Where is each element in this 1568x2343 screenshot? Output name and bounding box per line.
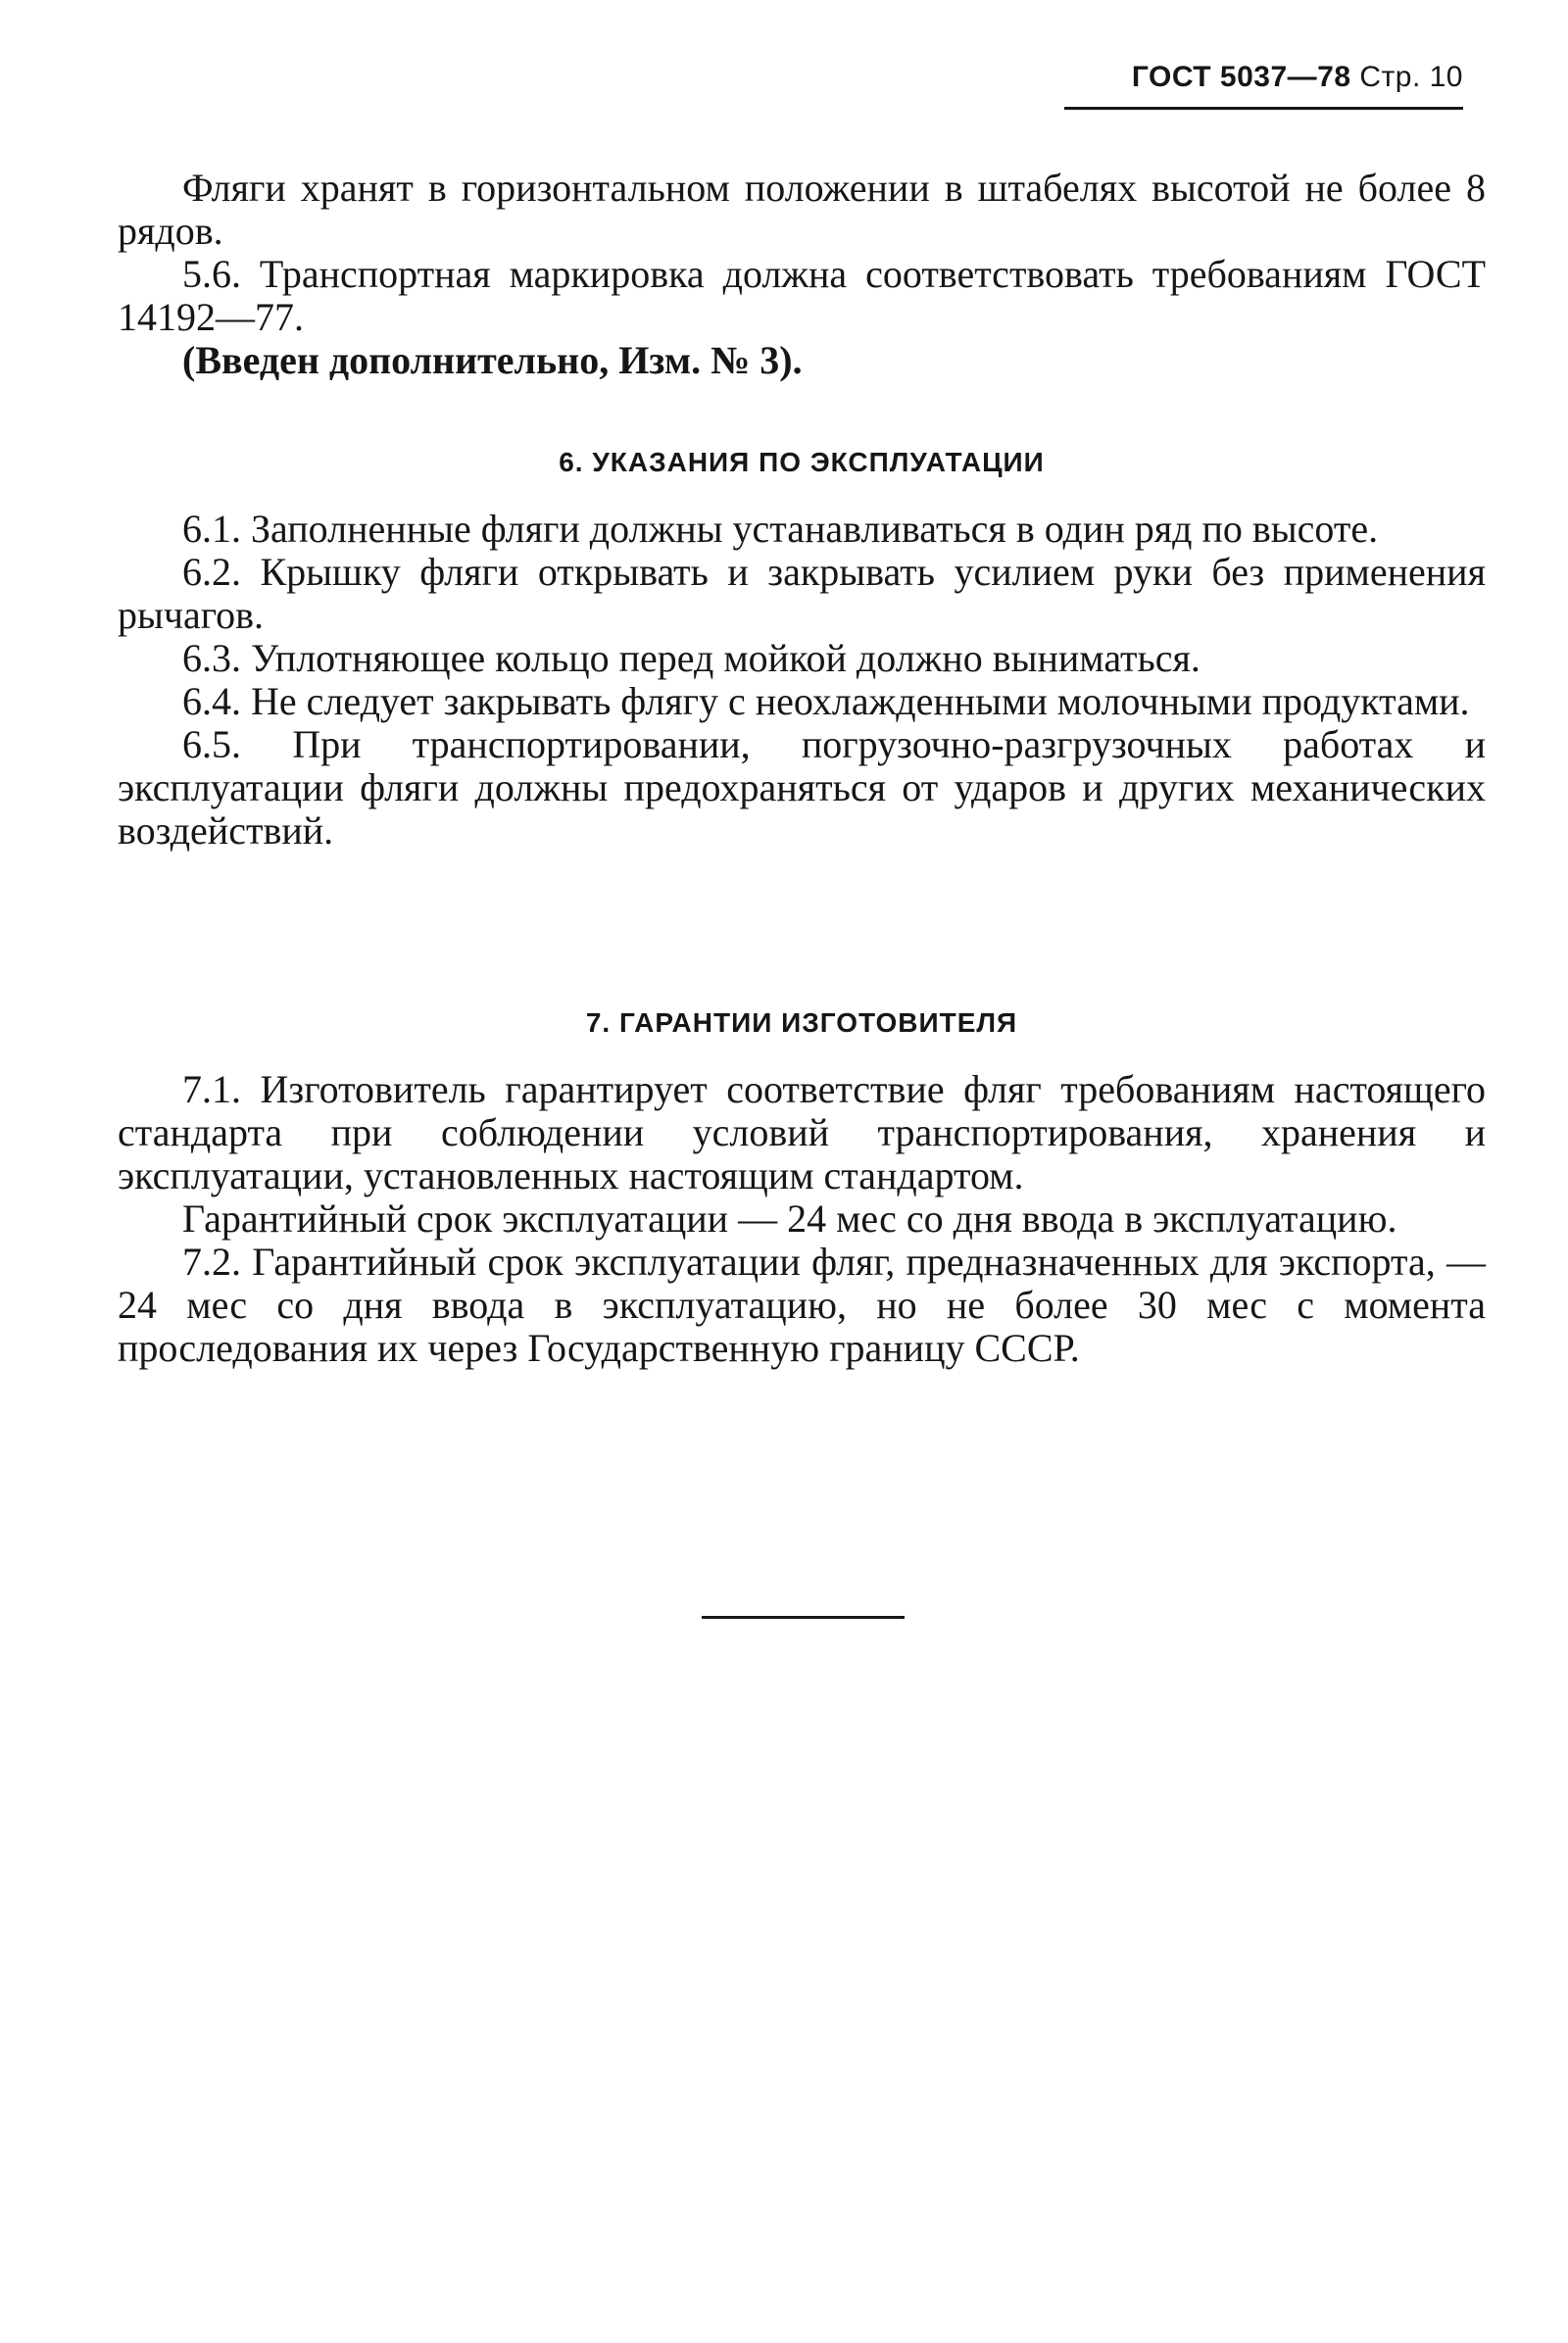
amendment-note: (Введен дополнительно, Изм. № 3).	[182, 338, 803, 382]
paragraph-storage: Фляги хранят в горизонтальном положении в штабелях высотой не более 8 рядов.	[118, 166, 1486, 253]
page-number: Стр. 10	[1359, 61, 1463, 93]
section-5-continuation	[118, 167, 1486, 382]
section-6-heading: 6. УКАЗАНИЯ ПО ЭКСПЛУАТАЦИИ	[559, 447, 1045, 477]
paragraph-6-1: 6.1. Заполненные фляги должны устанавливаться в один ряд по высоте.	[182, 507, 1379, 551]
paragraph-7-1: 7.1. Изготовитель гарантирует соответствие фляг требованиям настоящего стандарта при соблюдении условий транспортирования, хранения и эксплуатации, установленных настоящим стандартом.	[118, 1067, 1486, 1197]
paragraph-6-5: 6.5. При транспортировании, погрузочно-разгрузочных работах и эксплуатации фляги должны предохраняться от ударов и других механических воздействий.	[118, 722, 1486, 853]
paragraph-6-4: 6.4. Не следует закрывать флягу с неохлажденными молочными продуктами.	[182, 679, 1470, 723]
section-7-body	[118, 1068, 1486, 1370]
paragraph-5-6: 5.6. Транспортная маркировка должна соответствовать требованиям ГОСТ 14192—77.	[118, 252, 1486, 339]
doc-reference: ГОСТ 5037—78	[1131, 61, 1351, 93]
end-rule	[702, 1616, 905, 1619]
section-6-body	[118, 508, 1486, 853]
paragraph-warranty: Гарантийный срок эксплуатации — 24 мес со дня ввода в эксплуатацию.	[182, 1196, 1397, 1241]
paragraph-7-2: 7.2. Гарантийный срок эксплуатации фляг, предназначенных для экспорта, — 24 мес со дня ввода в эксплуатацию, но не более 30 мес с момента проследования их через Государственную границу СССР.	[118, 1240, 1486, 1370]
paragraph-6-2: 6.2. Крышку фляги открывать и закрывать усилием руки без применения рычагов.	[118, 550, 1486, 637]
section-7-heading: 7. ГАРАНТИИ ИЗГОТОВИТЕЛЯ	[585, 1007, 1018, 1038]
header-rule	[1064, 107, 1463, 110]
paragraph-6-3: 6.3. Уплотняющее кольцо перед мойкой должно выниматься.	[182, 636, 1200, 680]
page-header	[954, 61, 1463, 94]
